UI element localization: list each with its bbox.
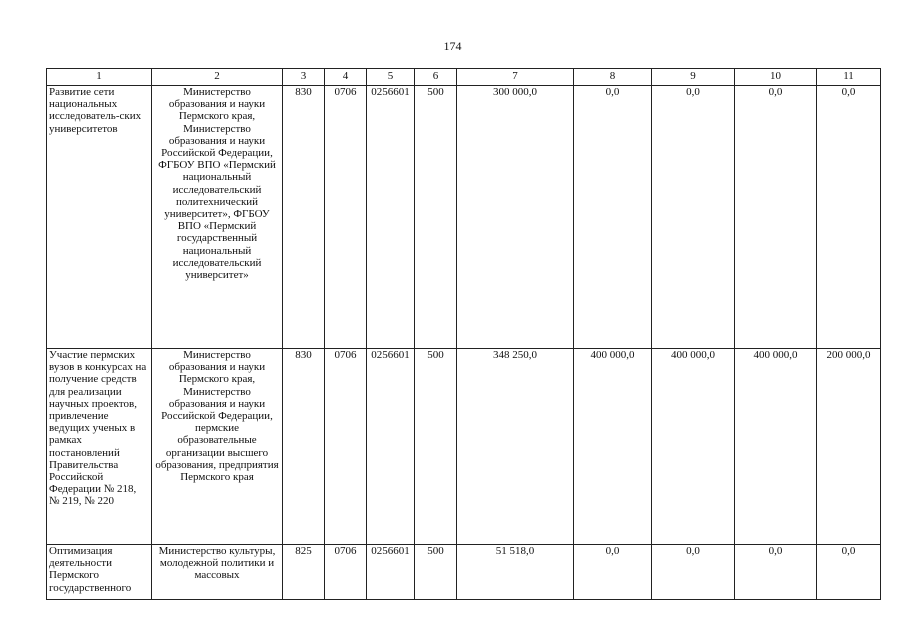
activity-name: Оптимизация деятельности Пермского государственного (47, 545, 152, 600)
column-header: 1 (47, 69, 152, 86)
code-cell: 500 (415, 86, 457, 349)
column-header: 6 (415, 69, 457, 86)
code-cell: 0256601 (367, 545, 415, 600)
column-header: 9 (652, 69, 735, 86)
executor: Министерство культуры, молодежной политики и массовых (152, 545, 283, 600)
table-row (47, 349, 881, 545)
budget-table (46, 68, 881, 600)
amount-cell: 400 000,0 (735, 349, 817, 545)
code-cell: 0256601 (367, 349, 415, 545)
header-row (47, 69, 881, 86)
amount-cell: 0,0 (652, 86, 735, 349)
amount-cell: 0,0 (652, 545, 735, 600)
code-cell: 0256601 (367, 86, 415, 349)
code-cell: 500 (415, 349, 457, 545)
amount-cell: 0,0 (817, 86, 881, 349)
amount-cell: 400 000,0 (574, 349, 652, 545)
code-cell: 0706 (325, 86, 367, 349)
amount-cell: 300 000,0 (457, 86, 574, 349)
amount-cell: 200 000,0 (817, 349, 881, 545)
table-row (47, 86, 881, 349)
page-number: 174 (443, 39, 462, 53)
amount-cell: 0,0 (574, 545, 652, 600)
executor: Министерство образования и науки Пермского края, Министерство образования и науки Российской Федерации, ФГБОУ ВПО «Пермский национальный исследовательский политехнический университет», ФГБОУ ВПО «Пермский государственный национальный исследовательский университет» (152, 86, 283, 349)
column-header: 2 (152, 69, 283, 86)
amount-cell: 348 250,0 (457, 349, 574, 545)
column-header: 4 (325, 69, 367, 86)
table-row (47, 545, 881, 600)
activity-name: Участие пермских вузов в конкурсах на получение средств для реализации научных проектов, привлечение ведущих ученых в рамках постановлений Правительства Российской Федерации № 218, № 219, № 220 (47, 349, 152, 545)
amount-cell: 0,0 (735, 545, 817, 600)
amount-cell: 400 000,0 (652, 349, 735, 545)
amount-cell: 0,0 (817, 545, 881, 600)
amount-cell: 0,0 (735, 86, 817, 349)
column-header: 8 (574, 69, 652, 86)
column-header: 3 (283, 69, 325, 86)
code-cell: 825 (283, 545, 325, 600)
column-header: 10 (735, 69, 817, 86)
activity-name: Развитие сети национальных исследователь-ских университетов (47, 86, 152, 349)
column-header: 11 (817, 69, 881, 86)
column-header: 5 (367, 69, 415, 86)
code-cell: 830 (283, 349, 325, 545)
amount-cell: 0,0 (574, 86, 652, 349)
executor: Министерство образования и науки Пермского края, Министерство образования и науки Российской Федерации, пермские образовательные организации высшего образования, предприятия Пермского края (152, 349, 283, 545)
column-header: 7 (457, 69, 574, 86)
amount-cell: 51 518,0 (457, 545, 574, 600)
code-cell: 830 (283, 86, 325, 349)
code-cell: 500 (415, 545, 457, 600)
code-cell: 0706 (325, 349, 367, 545)
code-cell: 0706 (325, 545, 367, 600)
